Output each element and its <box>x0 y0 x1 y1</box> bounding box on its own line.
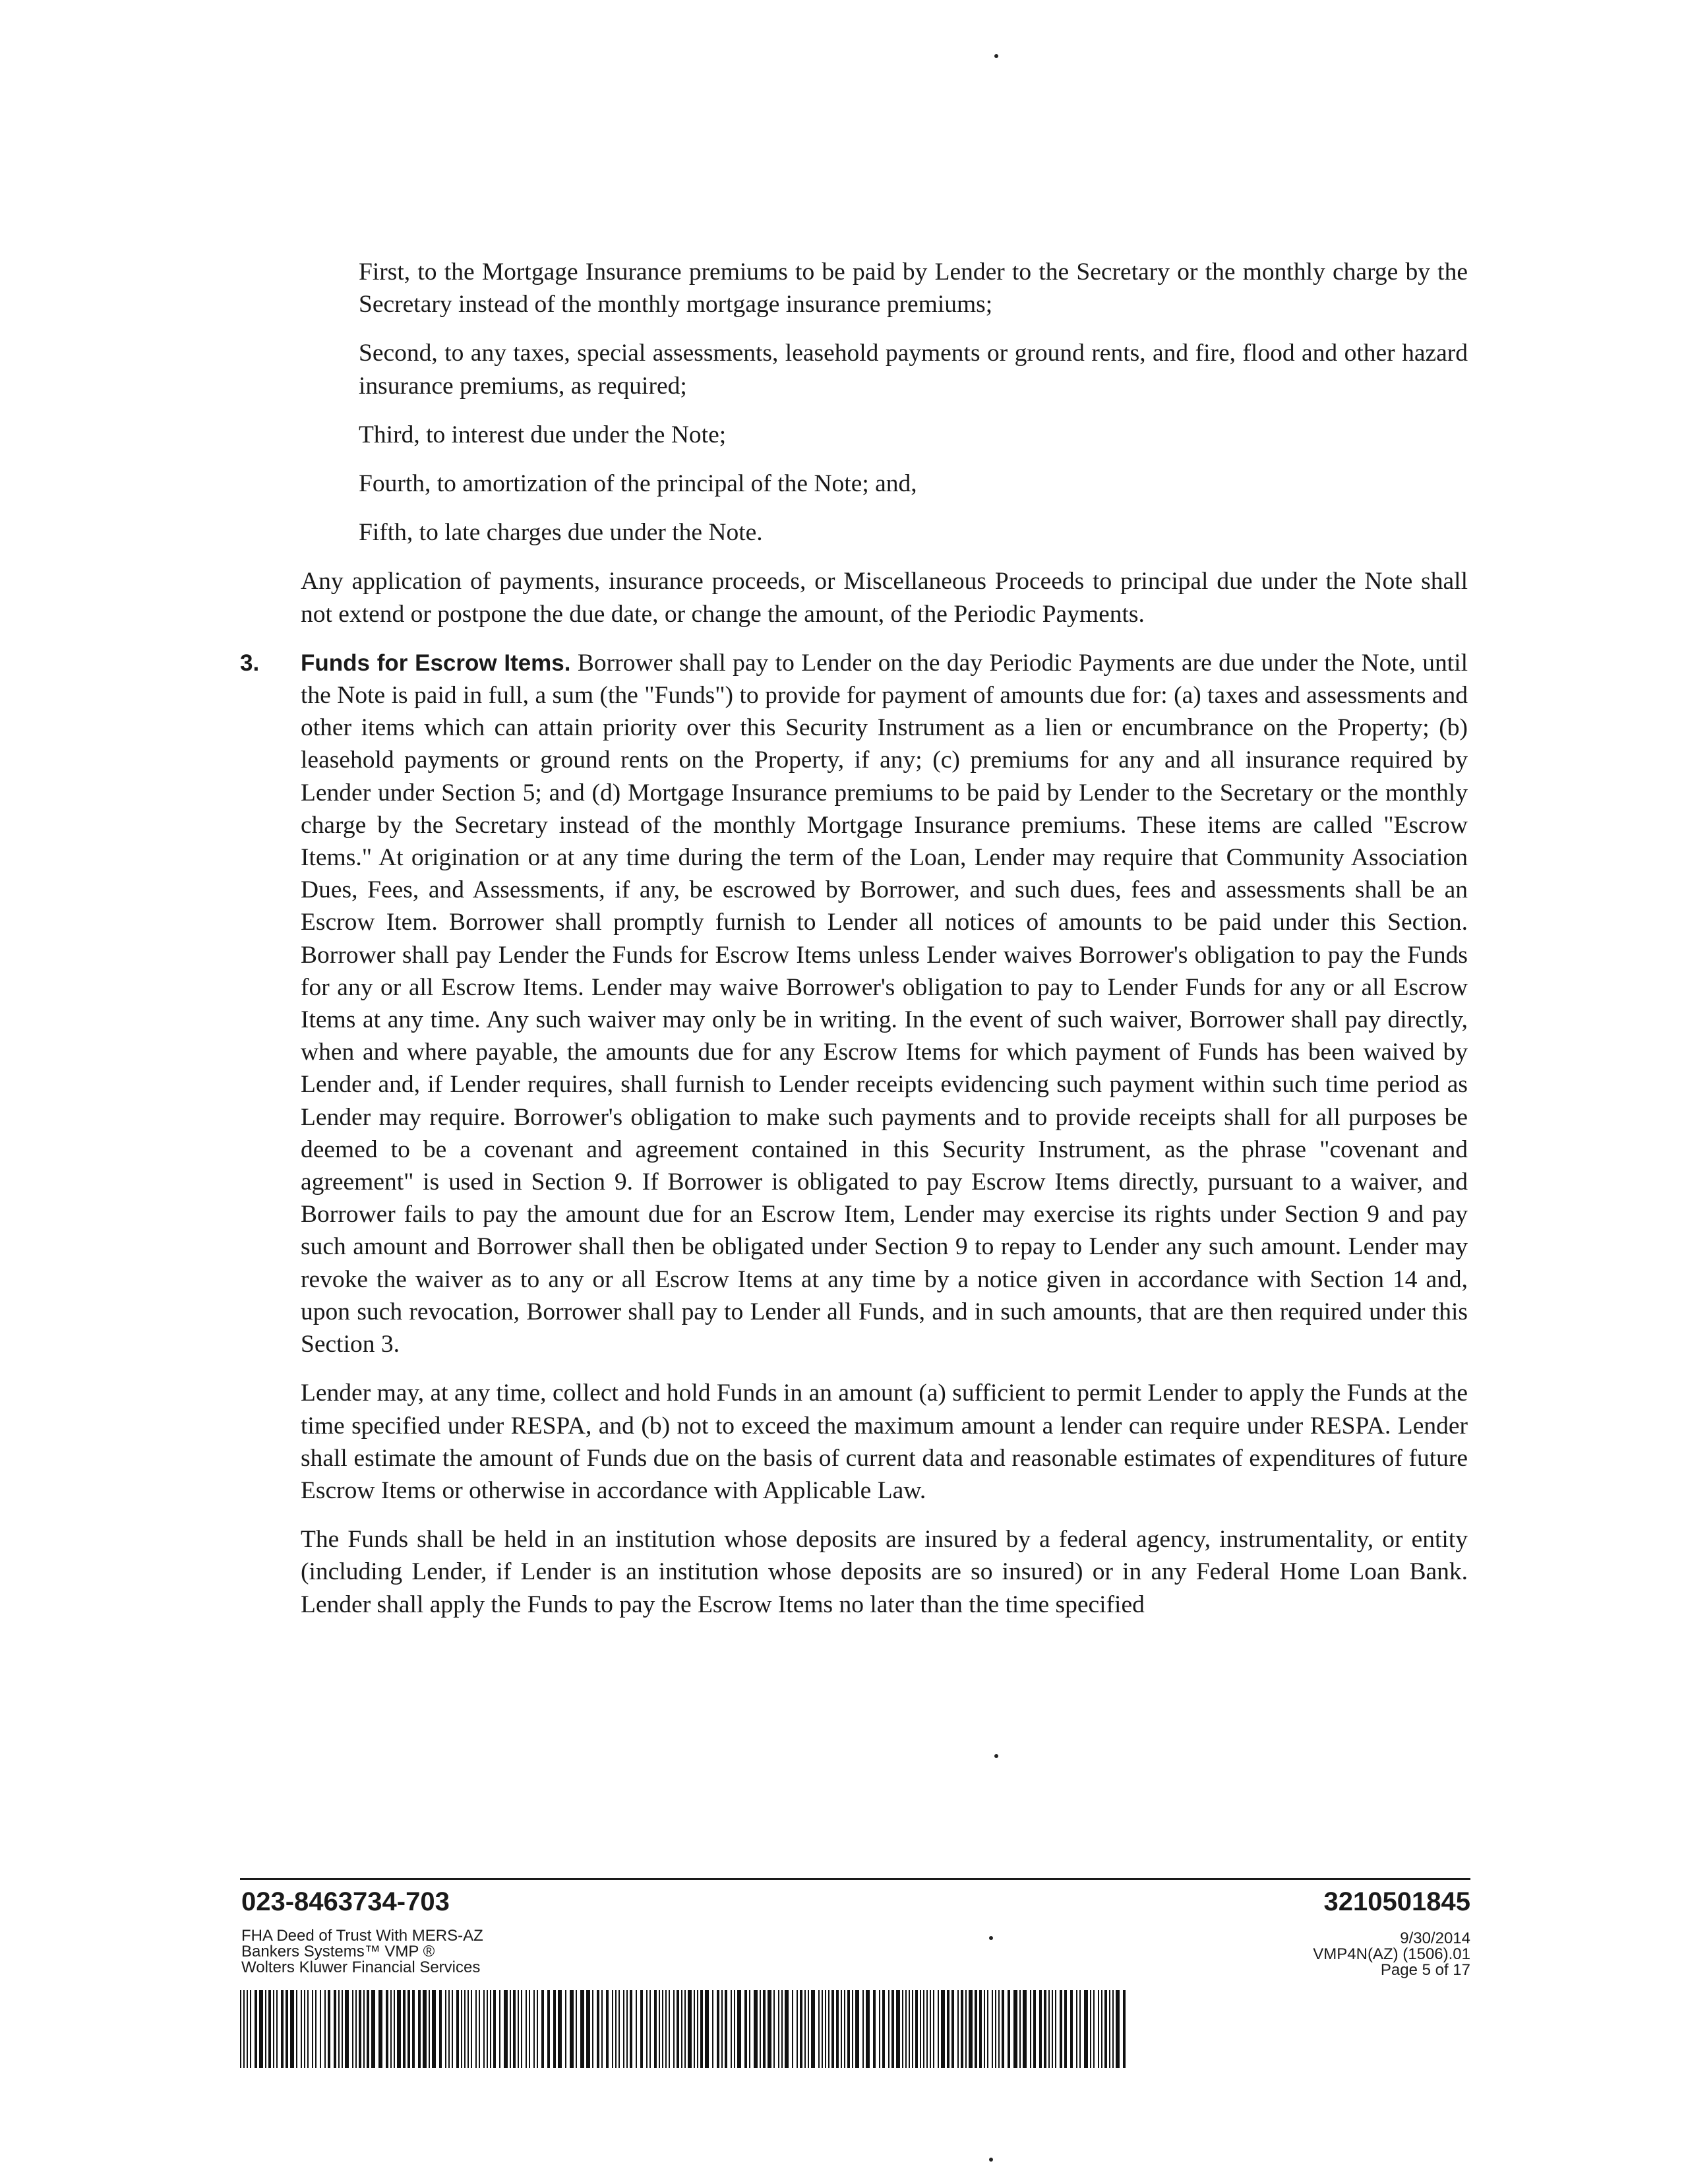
form-vendor: Bankers Systems™ VMP ® <box>241 1943 435 1960</box>
form-metadata <box>1313 1931 1470 1978</box>
form-title: FHA Deed of Trust With MERS-AZ <box>241 1927 483 1945</box>
loan-number: 023-8463734-703 <box>241 1887 450 1916</box>
form-identification <box>241 1928 483 1976</box>
form-publisher: Wolters Kluwer Financial Services <box>241 1958 481 1976</box>
scan-speck <box>989 2158 993 2162</box>
section-number: 3. <box>240 650 260 676</box>
respa-paragraph: Lender may, at any time, collect and hold Funds in an amount (a) sufficient to permit Lender to apply the Funds at the time specified under RESPA, and (b) not to exceed the maximum amount a lender can require under RESPA. Lender shall estimate the amount of Funds due on the basis of current data and reasonable estimates of expenditures of future Escrow Items or otherwise in accordance with Applicable Law. <box>301 1380 1468 1504</box>
scan-speck <box>994 1754 998 1758</box>
payment-order-fifth: Fifth, to late charges due under the Note. <box>359 519 763 547</box>
form-date: 9/30/2014 <box>1400 1929 1470 1947</box>
payment-order-second: Second, to any taxes, special assessments, leasehold payments or ground rents, and fire, flood and other hazard insurance premiums, as required; <box>359 340 1468 400</box>
form-code: VMP4N(AZ) (1506).01 <box>1313 1945 1470 1963</box>
section-text: Borrower shall pay to Lender on the day Periodic Payments are due under the Note, until the Note is paid in full, a sum (the "Funds") to provide for payment of amounts due for: (a) taxes and assessments and other items which can attain priority over this Security Instrument as a lien or encumbrance on the Property; (b) leasehold payments or ground rents on the Property, if any; (c) premiums for any and all insurance required by Lender under Section 5; and (d) Mortgage Insurance premiums to be paid by Lender to the Secretary or the monthly charge by the Secretary instead of the monthly Mortgage Insurance premiums. These items are called "Escrow Items." At origination or at any time during the term of the Loan, Lender may require that Community Association Dues, Fees, and Assessments, if any, be escrowed by Borrower, and such dues, fees and assessments shall be an Escrow Item. Borrower shall promptly furnish to Lender all notices of amounts to be paid under this Section. Borrower shall pay Lender the Funds for Escrow Items unless Lender waives Borrower's obligation to pay the Funds for any or all Escrow Items. Lender may waive Borrower's obligation to pay to Lender Funds for any or all Escrow Items at any time. Any such waiver may only be in writing. In the event of such waiver, Borrower shall pay directly, when and where payable, the amounts due for any Escrow Items for which payment of Funds has been waived by Lender and, if Lender requires, shall furnish to Lender receipts evidencing such payment within such time period as Lender may require. Borrower's obligation to make such payments and to provide receipts shall for all purposes be deemed to be a covenant and agreement contained in this Security Instrument, as the phrase "covenant and agreement" is used in Section 9. If Borrower is obligated to pay Escrow Items directly, pursuant to a waiver, and Borrower fails to pay the amount due for an Escrow Item, Lender may exercise its rights under Section 9 and pay such amount and Borrower shall then be obligated under Section 9 to repay to Lender any such amount. Lender may revoke the waiver as to any or all Escrow Items at any time by a notice given in accordance with Section 14 and, upon such revocation, Borrower shall pay to Lender all Funds, and in such amounts, that are then required under this Section 3. <box>301 649 1468 1358</box>
document-body <box>240 256 1468 1637</box>
barcode <box>240 1990 1130 2068</box>
document-number: 3210501845 <box>1323 1887 1470 1916</box>
footer-rule <box>240 1878 1470 1880</box>
section-heading: Funds for Escrow Items. <box>301 650 571 676</box>
scan-speck <box>994 54 998 58</box>
payment-order-fourth: Fourth, to amortization of the principal of the Note; and, <box>359 470 917 498</box>
section-3 <box>240 647 1468 1360</box>
scan-speck <box>989 1936 993 1940</box>
payment-order-first: First, to the Mortgage Insurance premiums to be paid by Lender to the Secretary or the monthly charge by the Secretary instead of the monthly mortgage insurance premiums; <box>359 258 1468 318</box>
funds-held-paragraph: The Funds shall be held in an institution whose deposits are insured by a federal agency, instrumentality, or entity (including Lender, if Lender is an institution whose deposits are so insured) or in any Federal Home Loan Bank. Lender shall apply the Funds to pay the Escrow Items no later than the time specified <box>301 1526 1468 1618</box>
page-number: Page 5 of 17 <box>1380 1961 1470 1979</box>
application-of-payments-paragraph: Any application of payments, insurance proceeds, or Miscellaneous Proceeds to principal due under the Note shall not extend or postpone the due date, or change the amount, of the Periodic Payments. <box>301 568 1468 628</box>
payment-order-third: Third, to interest due under the Note; <box>359 421 727 448</box>
